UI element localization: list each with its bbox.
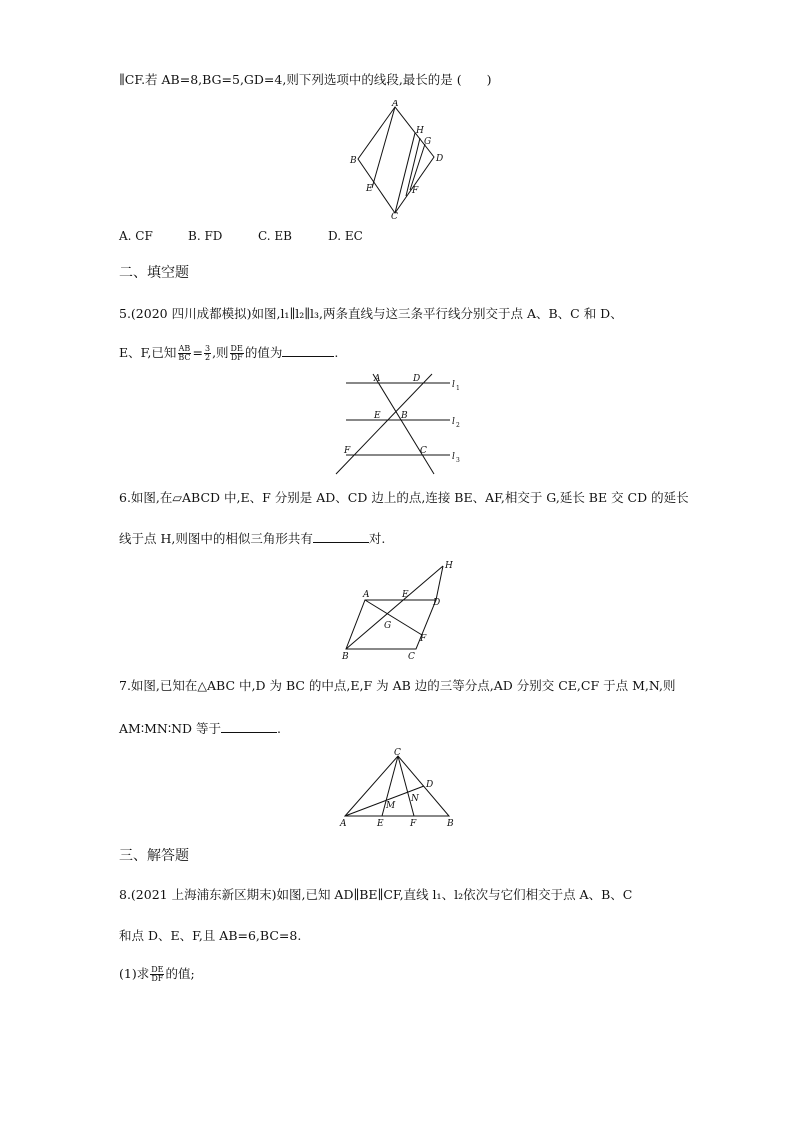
svg-text:D: D [436, 154, 444, 164]
svg-text:E: E [402, 590, 409, 600]
q7-line1: 7.如图,已知在△ABC 中,D 为 BC 的中点,E,F 为 AB 边的三等分点,AD 分别交 CE,CF 于点 M,N,则 [119, 678, 676, 693]
q4-option-b: B. FD [188, 229, 223, 243]
q5-fraction-ab-bc: $\frac{AB}{BC}$ [178, 344, 191, 362]
svg-text:H: H [416, 126, 424, 136]
q5-fraction-de-df: $\frac{DE}{DF}$ [230, 344, 243, 362]
q6-figure [338, 558, 458, 664]
svg-text:F: F [410, 819, 417, 829]
section-heading-fill-blank: 二、填空题 [119, 265, 189, 281]
svg-text:F: F [412, 186, 419, 196]
q4-figure [348, 100, 448, 220]
svg-text:1: 1 [456, 385, 460, 392]
svg-text:B: B [447, 819, 454, 829]
q6-line1: 6.如图,在▱ABCD 中,E、F 分别是 AD、CD 边上的点,连接 BE、AF,相交于 G,延长 BE 交 CD 的延长 [119, 490, 689, 505]
svg-text:G: G [424, 137, 432, 147]
q7-line2: AM∶MN∶ND 等于 . [119, 721, 281, 736]
svg-text:F: F [344, 446, 351, 456]
q7-answer-blank [221, 720, 277, 733]
svg-text:D: D [426, 780, 434, 790]
q5-answer-blank [282, 344, 334, 357]
q7-figure [336, 746, 460, 830]
svg-text:B: B [342, 652, 349, 662]
q6-line2: 线于点 H,则图中的相似三角形共有 对. [119, 531, 386, 546]
q4-option-c: C. EB [258, 229, 292, 243]
svg-text:A: A [374, 374, 381, 384]
q4-option-d: D. EC [328, 229, 363, 243]
svg-text:A: A [392, 100, 399, 109]
section-heading-solution: 三、解答题 [119, 848, 189, 864]
q8-part1: (1)求 $\frac{DE}{DF}$ 的值; [119, 965, 195, 983]
svg-text:E: E [366, 184, 373, 194]
q4-option-a: A. CF [119, 229, 153, 243]
svg-text:C: C [391, 212, 398, 220]
q5-figure [328, 370, 468, 476]
svg-text:C: C [394, 748, 401, 758]
q8-fraction-de-df: $\frac{DE}{DF}$ [151, 965, 164, 983]
q8-line1: 8.(2021 上海浦东新区期末)如图,已知 AD∥BE∥CF,直线 l₁、l₂依次与它们相交于点 A、B、C [119, 887, 633, 902]
q5-fraction-3-2: $\frac{3}{2}$ [204, 344, 211, 362]
svg-text:A: A [363, 590, 370, 600]
svg-text:C: C [408, 652, 415, 662]
svg-text:F: F [420, 634, 427, 644]
svg-text:l: l [452, 417, 455, 427]
svg-text:G: G [384, 621, 392, 631]
q5-line2: E、F,已知 $\frac{AB}{BC}$ = $\frac{3}{2}$ ,则 $\frac{DE}{DF}$ 的值为 . [119, 344, 339, 362]
svg-text:H: H [445, 561, 453, 571]
q8-line2: 和点 D、E、F,且 AB=6,BC=8. [119, 928, 302, 943]
q4-stem: ∥CF.若 AB=8,BG=5,GD=4,则下列选项中的线段,最长的是 ( ) [119, 72, 492, 87]
svg-text:3: 3 [456, 457, 460, 464]
svg-text:l: l [452, 380, 455, 390]
svg-text:E: E [374, 411, 381, 421]
svg-text:D: D [413, 374, 421, 384]
svg-text:N: N [411, 794, 419, 804]
svg-text:B: B [350, 156, 357, 166]
svg-text:M: M [386, 801, 396, 811]
svg-text:E: E [377, 819, 384, 829]
svg-text:B: B [401, 411, 408, 421]
svg-text:D: D [433, 598, 441, 608]
q6-answer-blank [313, 530, 369, 543]
q5-line1: 5.(2020 四川成都模拟)如图,l₁∥l₂∥l₃,两条直线与这三条平行线分别交于点 A、B、C 和 D、 [119, 306, 623, 321]
svg-text:l: l [452, 452, 455, 462]
svg-text:C: C [420, 446, 427, 456]
svg-text:A: A [340, 819, 347, 829]
svg-text:2: 2 [456, 422, 460, 429]
